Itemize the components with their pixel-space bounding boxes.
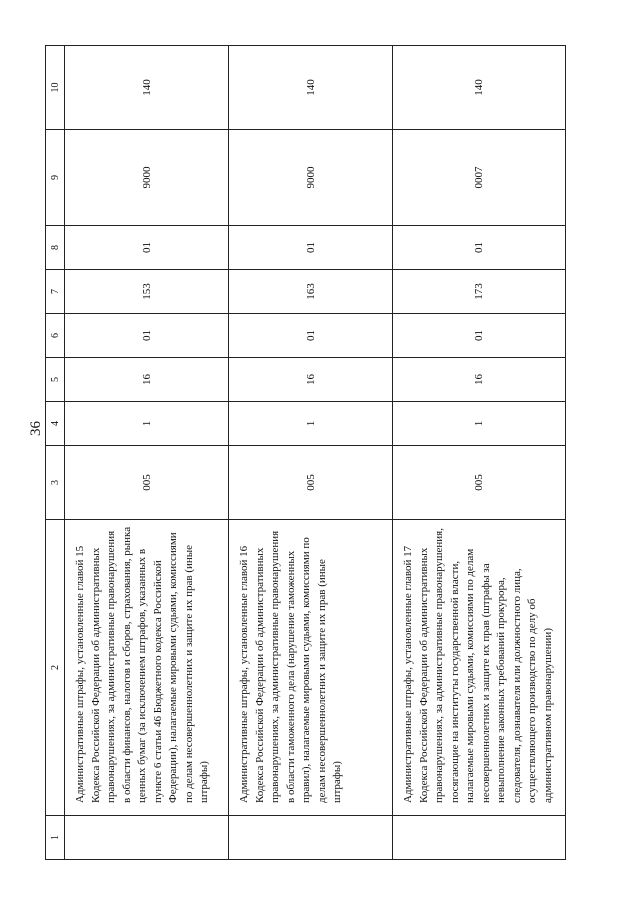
cell-element: 01	[65, 226, 229, 270]
header-col-3: 3	[46, 446, 65, 520]
cell-index	[229, 816, 393, 860]
cell-element: 01	[229, 226, 393, 270]
cell-econ-class: 140	[229, 46, 393, 130]
kbk-table	[45, 45, 566, 860]
cell-admin-code: 005	[229, 446, 393, 520]
cell-group: 1	[65, 402, 229, 446]
cell-element: 01	[393, 226, 566, 270]
cell-subarticle: 163	[229, 270, 393, 314]
cell-subarticle: 173	[393, 270, 566, 314]
table-row	[229, 46, 393, 860]
cell-program: 0007	[393, 130, 566, 226]
header-col-2: 2	[46, 520, 65, 816]
cell-econ-class: 140	[393, 46, 566, 130]
header-col-1: 1	[46, 816, 65, 860]
page-number: 36	[28, 421, 44, 436]
cell-econ-class: 140	[65, 46, 229, 130]
table-row	[393, 46, 566, 860]
cell-description: Административные штрафы, установленные главой 15 Кодекса Российской Федерации об административных правонарушениях, за административные правонарушения в области финансов, налогов и сборов, страхования, рынка ценных бумаг (за исключением штрафов, указанных в пункте 6 статьи 46 Бюджетного кодекса Российской Федерации), налагаемые мировыми судьями, комиссиями по делам несовершеннолетних и защите их прав (иные штрафы)	[65, 520, 229, 816]
cell-description: Административные штрафы, установленные главой 16 Кодекса Российской Федерации об административных правонарушениях, за административные правонарушения в области таможенного дела (нарушение таможенных правил), налагаемые мировыми судьями, комиссиями по делам несовершеннолетних и защите их прав (иные штрафы)	[229, 520, 393, 816]
header-col-9: 9	[46, 130, 65, 226]
cell-article: 01	[393, 314, 566, 358]
cell-subarticle: 153	[65, 270, 229, 314]
header-col-8: 8	[46, 226, 65, 270]
cell-subgroup: 16	[229, 358, 393, 402]
cell-group: 1	[393, 402, 566, 446]
header-row	[46, 46, 65, 860]
cell-subgroup: 16	[393, 358, 566, 402]
cell-program: 9000	[65, 130, 229, 226]
cell-admin-code: 005	[393, 446, 566, 520]
header-col-5: 5	[46, 358, 65, 402]
cell-program: 9000	[229, 130, 393, 226]
table-row	[65, 46, 229, 860]
header-col-6: 6	[46, 314, 65, 358]
kbk-table-rotated	[45, 46, 554, 860]
header-col-4: 4	[46, 402, 65, 446]
cell-index	[65, 816, 229, 860]
cell-article: 01	[229, 314, 393, 358]
header-col-10: 10	[46, 46, 65, 130]
cell-article: 01	[65, 314, 229, 358]
header-col-7: 7	[46, 270, 65, 314]
cell-index	[393, 816, 566, 860]
cell-admin-code: 005	[65, 446, 229, 520]
cell-subgroup: 16	[65, 358, 229, 402]
cell-group: 1	[229, 402, 393, 446]
cell-description: Административные штрафы, установленные главой 17 Кодекса Российской Федерации об административных правонарушениях, за административные правонарушения, посягающие на институты государственной власти, налагаемые мировыми судьями, комиссиями по делам несовершеннолетних и защите их прав (штрафы за невыполнение законных требований прокурора, следователя, дознавателя или должностного лица, осуществляющего производство по делу об административном правонарушении)	[393, 520, 566, 816]
